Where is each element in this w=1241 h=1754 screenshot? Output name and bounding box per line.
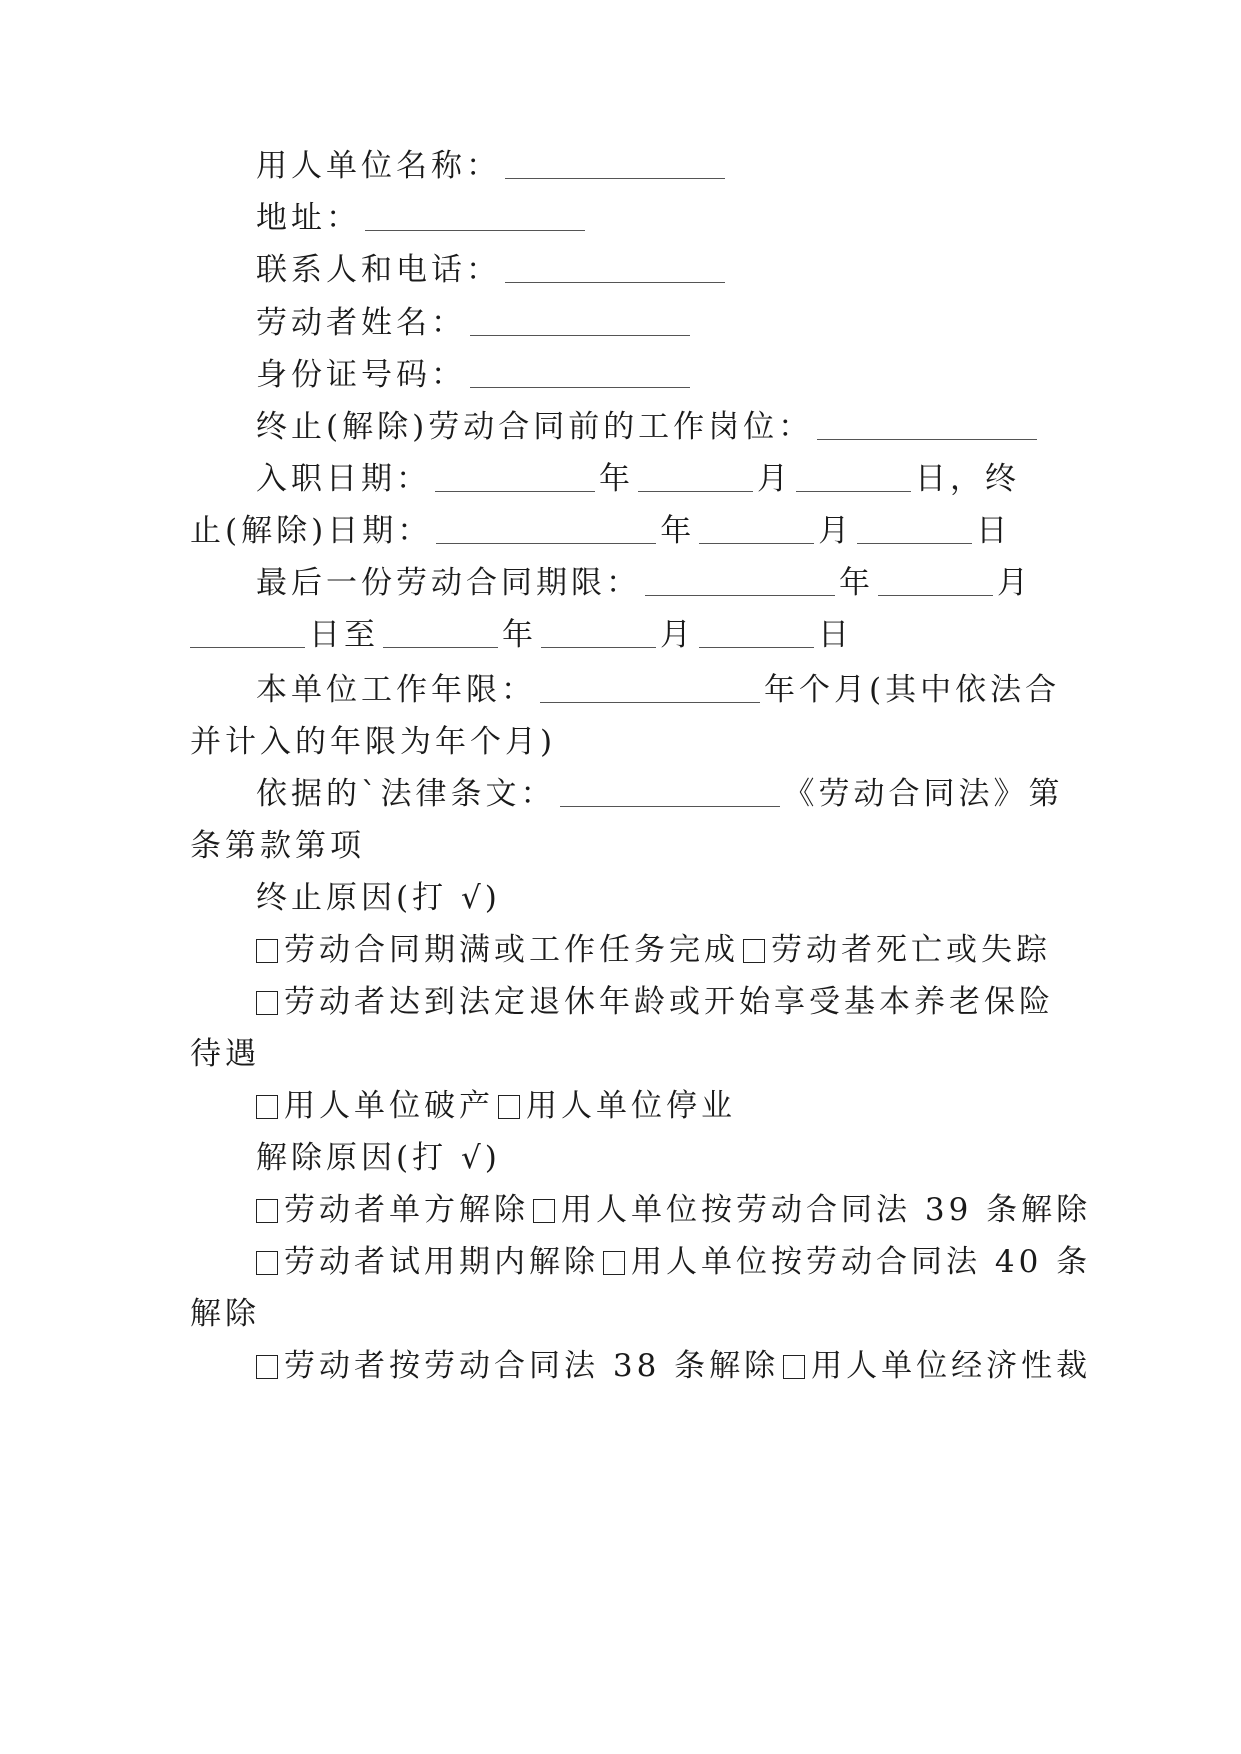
- dissolution-options-row-2: [256, 1233, 1092, 1291]
- last-contract-start-day-blank[interactable]: [190, 617, 305, 648]
- termination-reason-heading: [256, 869, 1070, 927]
- option-suspension: 用人单位停业: [526, 1088, 736, 1124]
- last-contract-month-text: 月: [997, 565, 1032, 601]
- checkbox-retirement[interactable]: [256, 991, 278, 1015]
- option-art40-cont: 解除: [190, 1296, 260, 1332]
- work-years-label: 本单位工作年限：: [256, 672, 536, 708]
- day-to-text: 日至: [309, 617, 379, 653]
- legal-basis-label: 依据的`法律条文：: [256, 776, 556, 812]
- termination-options-row-2: [256, 973, 1070, 1031]
- worker-name-label: 劳动者姓名：: [256, 305, 466, 341]
- last-contract-label: 最后一份劳动合同期限：: [256, 565, 641, 601]
- last-contract-year-text: 年: [839, 565, 874, 601]
- option-worker-unilateral: 劳动者单方解除: [284, 1192, 529, 1228]
- option-art39: 用人单位按劳动合同法 39 条解除: [561, 1192, 1092, 1228]
- option-worker-death: 劳动者死亡或失踪: [771, 932, 1051, 968]
- contact-blank[interactable]: [505, 252, 725, 283]
- option-art38: 劳动者按劳动合同法 38 条解除: [284, 1348, 780, 1384]
- worker-name-row: [256, 294, 1070, 352]
- termination-date-row: [190, 502, 1070, 560]
- checkbox-art38[interactable]: [256, 1355, 278, 1379]
- termination-day-blank[interactable]: [857, 513, 972, 544]
- termination-reason-label: 终止原因(打 √): [256, 880, 501, 916]
- termination-options-row-2-cont: [190, 1025, 1070, 1083]
- checkbox-bankruptcy[interactable]: [256, 1095, 278, 1119]
- dissolution-reason-label: 解除原因(打 √): [256, 1140, 501, 1176]
- position-label: 终止(解除)劳动合同前的工作岗位：: [256, 409, 814, 445]
- entry-date-row: [256, 450, 1070, 508]
- dissolution-options-row-3: [256, 1337, 1092, 1395]
- legal-basis-line2: 条第款第项: [190, 828, 365, 864]
- last-contract-year-blank[interactable]: [645, 565, 835, 596]
- checkbox-worker-unilateral[interactable]: [256, 1199, 278, 1223]
- termination-options-row-3: [256, 1077, 1070, 1135]
- end-year-text: 年: [502, 617, 537, 653]
- termination-month-blank[interactable]: [699, 513, 814, 544]
- termination-date-label: 止(解除)日期：: [190, 513, 433, 549]
- checkbox-worker-death[interactable]: [743, 939, 765, 963]
- last-contract-month-blank[interactable]: [878, 565, 993, 596]
- entry-day-blank[interactable]: [796, 461, 911, 492]
- end-month-text: 月: [660, 617, 695, 653]
- dissolution-options-row-2-cont: [190, 1285, 1070, 1343]
- dissolution-options-row-1: [256, 1181, 1092, 1239]
- option-probation: 劳动者试用期内解除: [284, 1244, 599, 1280]
- checkbox-art39[interactable]: [533, 1199, 555, 1223]
- checkbox-art40[interactable]: [603, 1251, 625, 1275]
- checkbox-probation[interactable]: [256, 1251, 278, 1275]
- contact-label: 联系人和电话：: [256, 252, 501, 288]
- legal-basis-row: [256, 765, 1070, 823]
- last-contract-row-2: [190, 606, 1070, 664]
- legal-basis-row-2: [190, 817, 1070, 875]
- work-years-suffix: 年个月(其中依法合: [764, 672, 1061, 708]
- legal-basis-blank[interactable]: [560, 776, 780, 807]
- employer-name-blank[interactable]: [505, 148, 725, 179]
- id-number-label: 身份证号码：: [256, 357, 466, 393]
- work-years-line2: 并计入的年限为年个月): [190, 724, 557, 760]
- entry-month-blank[interactable]: [638, 461, 753, 492]
- employer-name-row: [256, 137, 1070, 195]
- last-contract-end-day-blank[interactable]: [699, 617, 814, 648]
- option-economic-layoff: 用人单位经济性裁: [811, 1348, 1092, 1384]
- checkbox-contract-expired[interactable]: [256, 939, 278, 963]
- employer-name-label: 用人单位名称：: [256, 148, 501, 184]
- option-art40: 用人单位按劳动合同法 40 条: [631, 1244, 1092, 1280]
- contact-row: [256, 241, 1070, 299]
- work-years-blank[interactable]: [540, 672, 760, 703]
- termination-month-text: 月: [818, 513, 854, 549]
- last-contract-end-month-blank[interactable]: [541, 617, 656, 648]
- termination-day-text: 日: [976, 513, 1012, 549]
- checkbox-suspension[interactable]: [498, 1095, 520, 1119]
- legal-basis-suffix: 《劳动合同法》第: [783, 776, 1064, 812]
- entry-day-text: 日，终: [915, 461, 1020, 497]
- address-label: 地址：: [256, 200, 361, 236]
- entry-year-text: 年: [599, 461, 634, 497]
- end-day-text: 日: [818, 617, 853, 653]
- position-row: [256, 398, 1070, 456]
- work-years-row-2: [190, 713, 1070, 771]
- entry-month-text: 月: [757, 461, 792, 497]
- option-retirement: 劳动者达到法定退休年龄或开始享受基本养老保险: [284, 984, 1054, 1020]
- worker-name-blank[interactable]: [470, 305, 690, 336]
- address-blank[interactable]: [365, 200, 585, 231]
- termination-options-row-1: [256, 921, 1070, 979]
- checkbox-economic-layoff[interactable]: [783, 1355, 805, 1379]
- termination-year-blank[interactable]: [436, 513, 656, 544]
- option-bankruptcy: 用人单位破产: [284, 1088, 494, 1124]
- position-blank[interactable]: [817, 409, 1037, 440]
- last-contract-row: [256, 554, 1070, 612]
- id-number-blank[interactable]: [470, 357, 690, 388]
- address-row: [256, 189, 1070, 247]
- option-retirement-cont: 待遇: [190, 1036, 260, 1072]
- termination-year-text: 年: [660, 513, 696, 549]
- entry-year-blank[interactable]: [435, 461, 595, 492]
- option-contract-expired: 劳动合同期满或工作任务完成: [284, 932, 739, 968]
- id-number-row: [256, 346, 1070, 404]
- work-years-row: [256, 661, 1070, 719]
- entry-date-label: 入职日期：: [256, 461, 431, 497]
- dissolution-reason-heading: [256, 1129, 1070, 1187]
- last-contract-end-year-blank[interactable]: [383, 617, 498, 648]
